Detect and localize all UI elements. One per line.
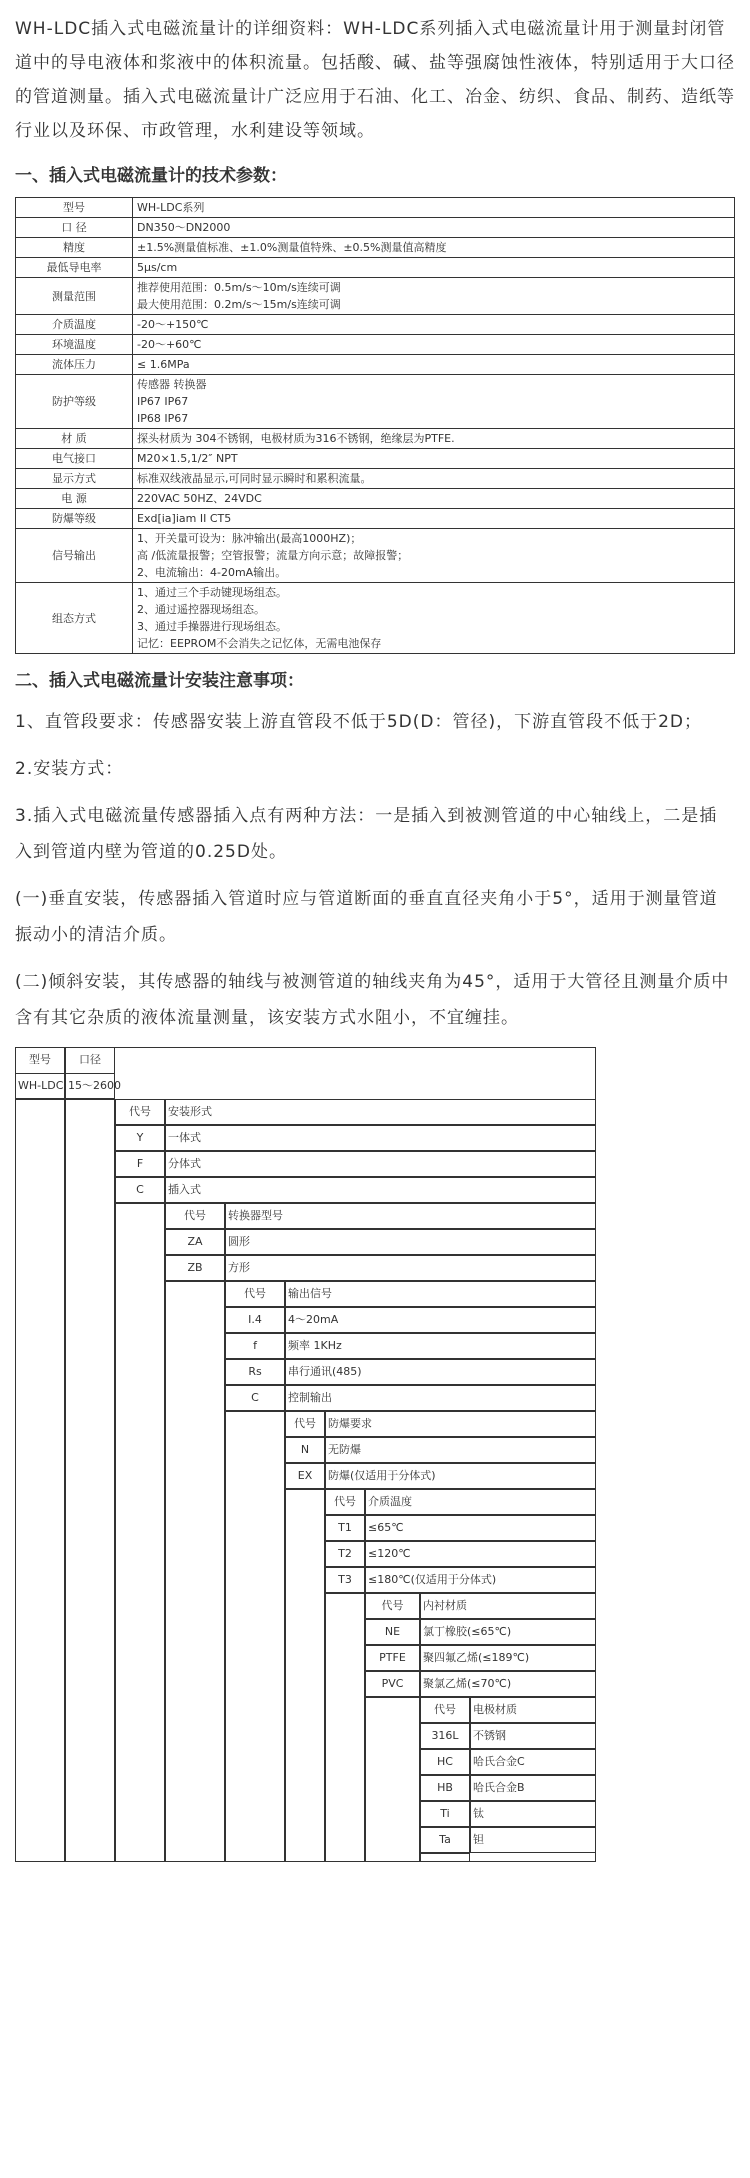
spec-value-line: M20×1.5,1/2″ NPT: [137, 452, 238, 465]
spec-row: [16, 489, 735, 509]
code-value-model: WH-LDC: [18, 1079, 64, 1092]
spec-row: [16, 375, 735, 429]
spec-key: 电气接口: [16, 449, 133, 469]
code-table-border: [15, 1099, 65, 1862]
code-option-code: HC: [437, 1755, 453, 1768]
spec-value-line: 探头材质为 304不锈钢，电极材质为316不锈钢，绝缘层为PTFE.: [137, 432, 455, 445]
spec-row: [16, 218, 735, 238]
spec-value-line: -20～+150℃: [137, 318, 209, 331]
model-code-table: [15, 1047, 596, 1862]
code-option-code: Ti: [440, 1807, 450, 1820]
spec-value-line: 220VAC 50HZ、24VDC: [137, 492, 262, 505]
section2-heading: 二、插入式电磁流量计安装注意事项：: [15, 671, 304, 691]
spec-key: 组态方式: [16, 583, 133, 654]
code-option-desc: 聚氯乙烯(≤70℃): [423, 1677, 512, 1690]
code-option-code: 代号: [184, 1209, 206, 1222]
spec-row: [16, 315, 735, 335]
code-header-model: 型号: [29, 1053, 51, 1066]
code-option-desc: 无防爆: [328, 1443, 361, 1456]
code-option-desc: 防爆要求: [328, 1417, 372, 1430]
code-option-desc: 介质温度: [368, 1495, 412, 1508]
code-option-desc: ≤65℃: [368, 1521, 404, 1534]
spec-value-line: 传感器 转换器: [137, 378, 207, 391]
spec-row: [16, 198, 735, 218]
code-option-code: F: [136, 1157, 144, 1170]
install-note: (二)倾斜安装，其传感器的轴线与被测管道的轴线夹角为45°，适用于大管径且测量介质中含有其它杂质的液体流量测量，该安装方式水阻小，不宜缠挂。: [15, 972, 730, 1028]
spec-value: [133, 529, 735, 583]
spec-key: 防爆等级: [16, 509, 133, 529]
spec-value: [133, 509, 735, 529]
spec-value-line: 3、通过手操器进行现场组态。: [137, 620, 287, 633]
code-option-code: 代号: [334, 1495, 356, 1508]
intro-paragraph: WH-LDC插入式电磁流量计的详细资料：WH-LDC系列插入式电磁流量计用于测量封闭管道中的导电液体和浆液中的体积流量。包括酸、碱、盐等强腐蚀性液体，特别适用于大口径的管道测量。插入式电磁流量计广泛应用于石油、化工、冶金、纺织、食品、制药、造纸等行业以及环保、市政管理，水利建设等领域。: [15, 19, 735, 141]
spec-value: [133, 489, 735, 509]
spec-value-line: ±1.5%测量值标准、±1.0%测量值特殊、±0.5%测量值高精度: [137, 241, 447, 254]
code-option-code: Y: [136, 1131, 144, 1144]
spec-value-line: -20～+60℃: [137, 338, 202, 351]
code-option-desc: 电极材质: [473, 1703, 517, 1716]
code-table-border: [65, 1099, 115, 1862]
spec-row: [16, 355, 735, 375]
code-option-desc: 防爆(仅适用于分体式): [328, 1469, 436, 1482]
code-option-desc: 钛: [473, 1807, 484, 1820]
spec-value-line: WH-LDC系列: [137, 201, 205, 214]
spec-value-line: 5μs/cm: [137, 261, 178, 274]
code-option-code: 代号: [129, 1105, 151, 1118]
spec-row: [16, 238, 735, 258]
code-option-code: C: [136, 1183, 144, 1196]
code-option-code: T3: [338, 1573, 352, 1586]
code-option-desc: 插入式: [168, 1183, 201, 1196]
code-table-border: [225, 1411, 285, 1862]
install-note: 1、直管段要求：传感器安装上游直管段不低于5D(D：管径)，下游直管段不低于2D；: [15, 712, 702, 732]
code-option-code: 代号: [434, 1703, 456, 1716]
spec-value: [133, 355, 735, 375]
spec-value: [133, 469, 735, 489]
code-option-code: 代号: [294, 1417, 316, 1430]
spec-value-line: 2、电流输出：4-20mA输出。: [137, 566, 287, 579]
spec-key: 介质温度: [16, 315, 133, 335]
spec-value-line: 最大使用范围：0.2m/s～15m/s连续可调: [137, 298, 341, 311]
code-option-desc: 不锈钢: [473, 1729, 506, 1742]
spec-value: [133, 375, 735, 429]
spec-row: [16, 529, 735, 583]
spec-value-line: IP68 IP67: [137, 412, 189, 425]
spec-value: [133, 449, 735, 469]
code-option-desc: 哈氏合金C: [473, 1755, 525, 1768]
code-option-desc: 一体式: [168, 1131, 201, 1144]
code-option-code: PTFE: [379, 1651, 406, 1664]
code-option-desc: 圆形: [228, 1235, 250, 1248]
code-option-desc: 方形: [228, 1261, 250, 1274]
code-option-code: HB: [437, 1781, 453, 1794]
code-option-code: EX: [297, 1469, 313, 1482]
spec-value-line: Exd[ia]iam II CT5: [137, 512, 232, 525]
spec-key: 最低导电率: [16, 258, 133, 278]
spec-value-line: 推荐使用范围：0.5m/s～10m/s连续可调: [137, 281, 341, 294]
code-option-code: 代号: [244, 1287, 266, 1300]
code-option-code: 316L: [431, 1729, 459, 1742]
code-option-code: NE: [384, 1625, 401, 1638]
code-value-size: 15～2600: [68, 1079, 121, 1092]
spec-row: [16, 278, 735, 315]
spec-key: 精度: [16, 238, 133, 258]
code-option-desc: 氯丁橡胶(≤65℃): [423, 1625, 512, 1638]
code-option-desc: 4～20mA: [288, 1313, 339, 1326]
code-option-code: 代号: [381, 1599, 404, 1612]
spec-row: [16, 335, 735, 355]
code-option-desc: 串行通讯(485): [288, 1365, 362, 1378]
code-option-code: C: [251, 1391, 259, 1404]
install-note: (一)垂直安装，传感器插入管道时应与管道断面的垂直直径夹角小于5°，适用于测量管道振动小的清洁介质。: [15, 889, 718, 945]
spec-value-line: 1、开关量可设为：脉冲输出(最高1000HZ)；: [137, 532, 362, 545]
spec-value-line: 1、通过三个手动键现场组态。: [137, 586, 287, 599]
code-option-desc: 哈氏合金B: [473, 1781, 525, 1794]
code-table-border: [285, 1489, 325, 1862]
spec-value: [133, 198, 735, 218]
spec-key: 防护等级: [16, 375, 133, 429]
code-option-desc: ≤120℃: [368, 1547, 411, 1560]
spec-value: [133, 258, 735, 278]
spec-value: [133, 315, 735, 335]
code-option-code: I.4: [248, 1313, 262, 1326]
spec-value-line: DN350～DN2000: [137, 221, 231, 234]
spec-row: [16, 258, 735, 278]
spec-value-line: ≤ 1.6MPa: [137, 358, 190, 371]
code-option-desc: 安装形式: [168, 1105, 212, 1118]
code-option-code: T1: [338, 1521, 352, 1534]
spec-key: 型号: [16, 198, 133, 218]
spec-row: [16, 469, 735, 489]
code-option-desc: 控制输出: [288, 1391, 332, 1404]
spec-value: [133, 583, 735, 654]
code-table-border: [115, 1203, 165, 1862]
code-table-border: [325, 1593, 365, 1862]
code-option-code: N: [300, 1443, 310, 1456]
code-option-code: PVC: [381, 1677, 404, 1690]
code-header-size: 口径: [79, 1053, 101, 1066]
code-option-desc: 内衬材质: [423, 1599, 467, 1612]
code-option-desc: ≤180℃(仅适用于分体式): [368, 1573, 497, 1586]
spec-value-line: IP67 IP67: [137, 395, 189, 408]
spec-key: 测量范围: [16, 278, 133, 315]
install-note: 2.安装方式：: [15, 759, 124, 779]
install-notes: [15, 704, 735, 1036]
code-option-code: ZA: [187, 1235, 203, 1248]
code-option-code: ZB: [187, 1261, 203, 1274]
spec-value: [133, 335, 735, 355]
spec-row: [16, 509, 735, 529]
code-option-desc: 钽: [473, 1833, 484, 1846]
spec-value-line: 标准双线液晶显示,可同时显示瞬时和累积流量。: [137, 472, 372, 485]
spec-value: [133, 218, 735, 238]
spec-row: [16, 583, 735, 654]
spec-value-line: 2、通过遥控器现场组态。: [137, 603, 265, 616]
spec-table: [15, 197, 735, 654]
code-option-desc: 输出信号: [288, 1287, 332, 1300]
code-table-border: [420, 1853, 470, 1862]
spec-key: 口 径: [16, 218, 133, 238]
code-option-code: Rs: [248, 1365, 262, 1378]
spec-key: 环境温度: [16, 335, 133, 355]
code-option-desc: 分体式: [168, 1157, 201, 1170]
spec-row: [16, 449, 735, 469]
spec-value: [133, 278, 735, 315]
spec-value: [133, 238, 735, 258]
code-option-code: T2: [338, 1547, 352, 1560]
code-option-desc: 频率 1KHz: [288, 1339, 342, 1352]
install-note: 3.插入式电磁流量传感器插入点有两种方法：一是插入到被测管道的中心轴线上，二是插入到管道内壁为管道的0.25D处。: [15, 806, 718, 862]
spec-key: 信号输出: [16, 529, 133, 583]
code-option-desc: 转换器型号: [228, 1209, 283, 1222]
spec-value: [133, 429, 735, 449]
spec-row: [16, 429, 735, 449]
code-option-code: f: [253, 1339, 257, 1352]
code-table-border: [365, 1697, 420, 1862]
spec-value-line: 高 /低流量报警；空管报警；流量方向示意；故障报警；: [137, 549, 409, 562]
spec-key: 电 源: [16, 489, 133, 509]
section1-heading: 一、插入式电磁流量计的技术参数：: [15, 166, 287, 186]
code-option-desc: 聚四氟乙烯(≤189℃): [423, 1651, 530, 1664]
spec-key: 材 质: [16, 429, 133, 449]
code-table-border: [165, 1281, 225, 1862]
spec-key: 显示方式: [16, 469, 133, 489]
spec-value-line: 记忆：EEPROM不会消失之记忆体，无需电池保存: [137, 637, 382, 650]
code-option-code: Ta: [439, 1833, 451, 1846]
spec-key: 流体压力: [16, 355, 133, 375]
